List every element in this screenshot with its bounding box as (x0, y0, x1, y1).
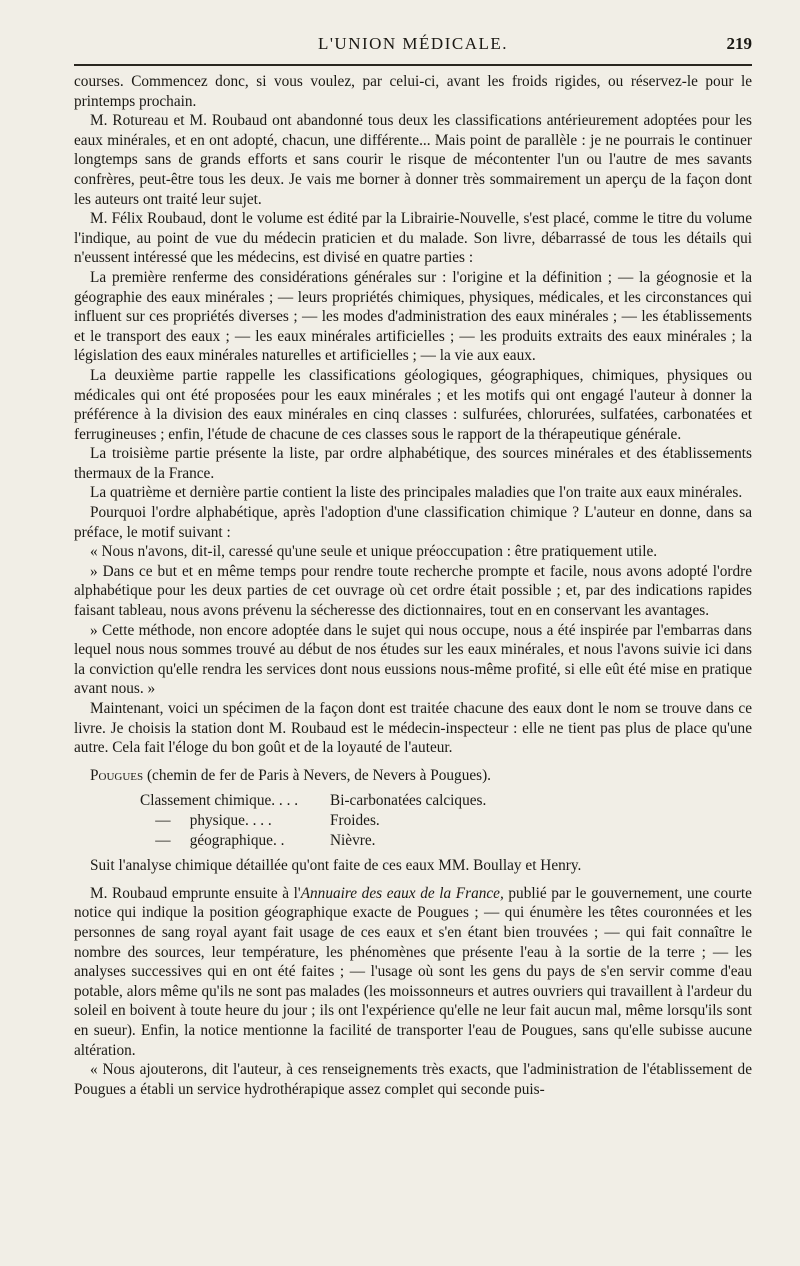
quote-paragraph: » Dans ce but et en même temps pour rendre toute recherche prompte et facile, nous avons adopté l'ordre alphabétique pour les deux parties de cet ouvrage où cet ordre était possible ; et, par des indications rapides faisant tableau, nous avons prévenu la sécheresse des dictionnaires, tout en en conservant les avantages. (74, 562, 752, 620)
annuaire-before: M. Roubaud emprunte ensuite à l' (90, 884, 301, 902)
classification-row (74, 831, 752, 851)
page-number: 219 (726, 34, 752, 53)
quote-paragraph: » Cette méthode, non encore adoptée dans le sujet qui nous occupe, nous a été inspirée par l'embarras dans lequel nous nous sommes trouvé au début de nos études sur les eaux minérales, et nous l'avons suivie ici dans la conviction qu'elle rendra les services dont nous eussions nous-même profité, si elle eût été mise en pratique avant nous. » (74, 621, 752, 698)
spacer (74, 876, 752, 884)
paragraph: courses. Commencez donc, si vous voulez, par celui-ci, avant les froids rigides, ou réservez-le pour le printemps prochain. (74, 73, 752, 110)
classification-label: Classement chimique. . . . (140, 792, 299, 810)
classification-value: Bi-carbonatées calciques. (330, 792, 487, 810)
station-route: (chemin de fer de Paris à Nevers, de Nevers à Pougues). (143, 766, 492, 784)
running-title: L'UNION MÉDICALE. (317, 34, 509, 53)
quote-paragraph: « Nous n'avons, dit-il, caressé qu'une seule et unique préoccupation : être pratiquement utile. (90, 543, 658, 561)
paragraph: Pourquoi l'ordre alphabétique, après l'adoption d'une classification chimique ? L'auteur en donne, dans sa préface, le motif suivant : (74, 504, 752, 541)
last-paragraph: « Nous ajouterons, dit l'auteur, à ces renseignements très exacts, que l'administration de l'établissement de Pougues a établi un service hydrothérapique assez complet qui seconde puis- (74, 1061, 752, 1098)
paragraph: La deuxième partie rappelle les classifications géologiques, géographiques, chimiques, physiques ou médicales qui ont été proposées pour les eaux minérales ; et les motifs qui ont engagé l'auteur à donner la préférence à la division des eaux minérales en cinq classes : sulfurées, chlorurées, sulfatées, carbonatées et ferrugineuses ; enfin, l'étude de chacune de ces classes sous le rapport de la thérapeutique générale. (74, 366, 752, 443)
classification-row (74, 811, 752, 831)
paragraph: La première renferme des considérations générales sur : l'origine et la définition ; — la géognosie et la géographie des eaux minérales ; — leurs propriétés chimiques, physiques, médicales, et les circonstances qui influent sur ces propriétés diverses ; — les modes d'administration des eaux minérales ; — les établissements et le transport des eaux ; — les eaux minérales artificielles ; — les produits extraits des eaux minérales ; la législation des eaux minérales naturelles et artificielles ; — la vie aux eaux. (74, 268, 752, 365)
article-body (74, 72, 752, 1099)
paragraph: M. Rotureau et M. Roubaud ont abandonné tous deux les classifications antérieurement adoptées pour les eaux minérales, et en ont adopté, chacun, une différente... Mais point de parallèle : je ne pourrais le continuer longtemps sans de grands efforts et sans courir le risque de mécontenter l'un ou l'autre de mes savants confrères, peut-être tous les deux. Je vais me borner à donner très sommairement un aperçu de la façon dont les auteurs ont traité leur sujet. (74, 112, 752, 208)
classification-label: — géographique. . (140, 831, 285, 849)
pougues-heading (74, 766, 752, 786)
header-rule (74, 64, 752, 66)
classification-label: — physique. . . . (140, 811, 272, 829)
paragraph: Maintenant, voici un spécimen de la façon dont est traitée chacune des eaux dont le nom se trouve dans ce livre. Je choisis la station dont M. Roubaud est le médecin-inspecteur : elle ne tient pas plus de place qu'une autre. Cela fait l'éloge du bon goût et de la loyauté de l'auteur. (74, 700, 752, 757)
classification-row (74, 791, 752, 811)
annuaire-after: publié par le gouvernement, une courte notice qui indique la position géographique exacte de Pougues ; — qui énumère les têtes couronnées et les personnes de sang royal ayant fait usage de ces eaux et s'en étant bien trouvées ; — qui fait connaître le nombre des sources, leur température, les phénomènes que présente l'eau à la sortie de la terre ; — les analyses successives qui en ont été faites ; — l'usage où sont les gens du pays de s'en servir comme d'eau potable, alors même qu'ils ne sont pas malades (les moissonneurs et autres ouvriers qui travaillent à l'ardeur du soleil en boivent à toute heure du jour ; ils ont l'expérience qu'elle ne leur fait aucun mal, même lorsqu'ils sont en sueur). Enfin, la notice mentionne la facilité de transporter l'eau de Pougues, sans qu'elle subisse aucune altération. (74, 884, 752, 1059)
paragraph: La quatrième et dernière partie contient la liste des principales maladies que l'on traite aux eaux minérales. (90, 484, 743, 502)
analysis-line: Suit l'analyse chimique détaillée qu'ont faite de ces eaux MM. Boullay et Henry. (90, 857, 582, 875)
annuaire-title: Annuaire des eaux de la France, (300, 884, 504, 902)
paragraph: M. Félix Roubaud, dont le volume est édité par la Librairie-Nouvelle, s'est placé, comme le titre du volume l'indique, au point de vue du médecin praticien et du malade. Son livre, débarrassé de tous les détails qui n'eussent intéressé que les médecins, est divisé en quatre parties : (74, 210, 752, 267)
classification-table (74, 791, 752, 850)
classification-value: Froides. (330, 811, 380, 829)
classification-value: Nièvre. (330, 831, 376, 849)
station-name: Pougues (90, 766, 144, 784)
paragraph: La troisième partie présente la liste, par ordre alphabétique, des sources minérales et des établissements thermaux de la France. (74, 445, 752, 482)
spacer (74, 758, 752, 766)
annuaire-paragraph (74, 884, 752, 1060)
page-header (74, 28, 752, 62)
